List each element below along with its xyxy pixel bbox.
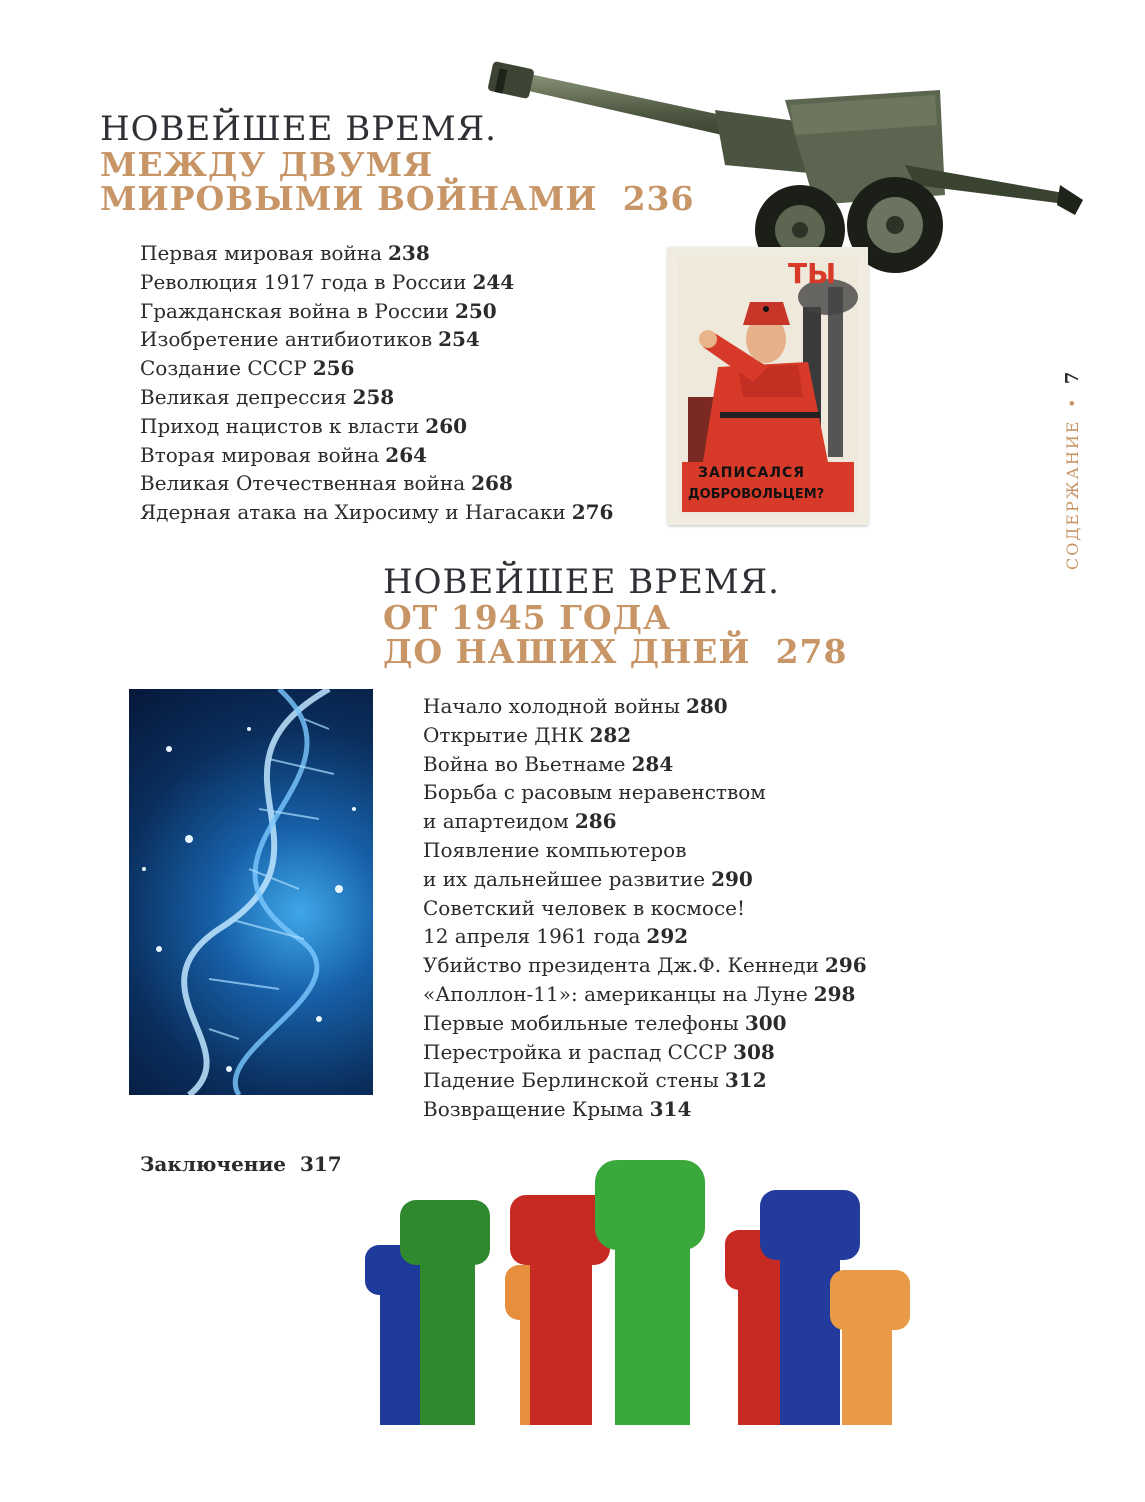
poster-caption-line2: ДОБРОВОЛЬЦЕМ? (688, 487, 825, 502)
section2-toc-list (423, 692, 867, 1124)
toc-item-title: Первые мобильные телефоны (423, 1010, 739, 1035)
toc-item-page: 238 (388, 241, 430, 265)
page-number: 7 (1062, 370, 1083, 385)
raised-fists-image (360, 1155, 915, 1425)
sidebar-section-title: СОДЕРЖАНИЕ (1063, 419, 1082, 571)
toc-item-title: Борьба с расовым неравенством (423, 780, 766, 805)
toc-item[interactable] (423, 1009, 867, 1038)
toc-item-title: Революция 1917 года в России (140, 269, 467, 294)
section1-title-line3: МИРОВЫМИ ВОЙНАМИ 236 (100, 179, 695, 218)
toc-item[interactable] (423, 807, 867, 836)
toc-item[interactable] (423, 980, 867, 1009)
toc-item[interactable] (423, 1095, 867, 1124)
toc-item[interactable] (140, 383, 613, 412)
toc-item[interactable] (140, 297, 613, 326)
toc-item[interactable] (423, 951, 867, 980)
toc-item-title: Великая депрессия (140, 384, 347, 409)
sidebar-section-label (1062, 370, 1092, 610)
toc-item-title: Война во Вьетнаме (423, 751, 626, 776)
toc-item-title: и их дальнейшее развитие (423, 866, 706, 891)
section2-heading (383, 563, 847, 669)
toc-item-title: Возвращение Крыма (423, 1097, 644, 1122)
section2-title-line3: ДО НАШИХ ДНЕЙ 278 (383, 632, 848, 671)
section1-title-line1: НОВЕЙШЕЕ ВРЕМЯ. (100, 109, 497, 149)
toc-item-page: 292 (646, 924, 689, 949)
toc-item-title: Великая Отечественная война (140, 471, 466, 496)
toc-item[interactable] (140, 498, 613, 527)
toc-item-title: Изобретение антибиотиков (140, 327, 433, 352)
section1-title-line2: МЕЖДУ ДВУМЯ (100, 145, 434, 184)
toc-item[interactable] (423, 836, 867, 865)
dna-image (129, 689, 373, 1095)
poster-headline: ТЫ (788, 257, 837, 290)
toc-item-page: 282 (589, 722, 632, 747)
toc-item-title: Вторая мировая война (140, 442, 380, 467)
toc-item[interactable] (423, 1066, 867, 1095)
toc-item-title: Начало холодной войны (423, 694, 680, 718)
toc-item-title: и апартеидом (423, 809, 569, 834)
poster-caption-line1: ЗАПИСАЛСЯ (698, 465, 806, 481)
toc-item[interactable] (140, 441, 613, 470)
toc-item[interactable] (423, 922, 867, 951)
toc-item-page: 286 (574, 809, 617, 834)
toc-item-page: 300 (744, 1010, 787, 1035)
toc-item-title: Перестройка и распад СССР (423, 1039, 728, 1064)
toc-item-page: 260 (425, 413, 468, 438)
toc-item-title: Убийство президента Дж.Ф. Кеннеди (423, 953, 819, 978)
toc-item-page: 308 (733, 1039, 775, 1064)
sidebar-separator: • (1063, 396, 1082, 408)
toc-item-page: 264 (385, 442, 428, 467)
toc-item-page: 258 (352, 384, 395, 409)
toc-item[interactable] (423, 865, 867, 894)
toc-item[interactable] (423, 750, 867, 779)
conclusion-page: 317 (299, 1152, 342, 1176)
toc-item[interactable] (423, 1038, 867, 1067)
toc-item-title: 12 апреля 1961 года (423, 924, 641, 949)
toc-item-page: 296 (824, 953, 867, 978)
toc-item[interactable] (423, 778, 867, 807)
toc-item[interactable] (423, 894, 867, 923)
section2-title-line1: НОВЕЙШЕЕ ВРЕМЯ. (383, 562, 780, 602)
toc-item-title: Первая мировая война (140, 241, 383, 265)
toc-item-title: Открытие ДНК (423, 722, 584, 747)
toc-item-page: 244 (472, 269, 515, 294)
toc-item-title: Советский человек в космосе! (423, 895, 746, 920)
toc-item-page: 284 (631, 751, 674, 776)
toc-item-page: 268 (471, 471, 513, 496)
toc-item[interactable] (140, 412, 613, 441)
toc-item-title: Гражданская война в России (140, 298, 449, 323)
toc-item-page: 280 (685, 694, 728, 718)
toc-item-page: 250 (454, 298, 497, 323)
toc-item-page: 314 (649, 1097, 692, 1122)
toc-item-page: 298 (813, 981, 856, 1006)
toc-item[interactable] (140, 469, 613, 498)
toc-item-page: 290 (711, 866, 753, 891)
toc-item-page: 256 (312, 356, 355, 381)
toc-item-title: Появление компьютеров (423, 837, 687, 862)
toc-item-title: Создание СССР (140, 356, 307, 381)
toc-item[interactable] (140, 325, 613, 354)
toc-item[interactable] (423, 721, 867, 750)
toc-item-title: Приход нацистов к власти (140, 413, 420, 438)
conclusion-entry: Заключение 317 (140, 1152, 342, 1176)
section2-page: 278 (775, 632, 848, 671)
toc-item-title: «Аполлон-11»: американцы на Луне (423, 981, 808, 1006)
toc-item-page: 276 (571, 500, 614, 525)
soviet-poster-image (668, 247, 868, 525)
toc-item[interactable] (423, 692, 867, 721)
section1-page: 236 (622, 179, 695, 218)
toc-item-title: Ядерная атака на Хиросиму и Нагасаки (140, 500, 566, 525)
section2-title-line2: ОТ 1945 ГОДА (383, 598, 671, 637)
toc-item[interactable] (140, 354, 613, 383)
toc-item-page: 312 (724, 1068, 767, 1093)
sidebar-vertical-text (1062, 370, 1092, 610)
toc-item-title: Падение Берлинской стены (423, 1068, 719, 1093)
section1-toc-list (140, 239, 613, 527)
toc-item-page: 254 (438, 327, 480, 352)
